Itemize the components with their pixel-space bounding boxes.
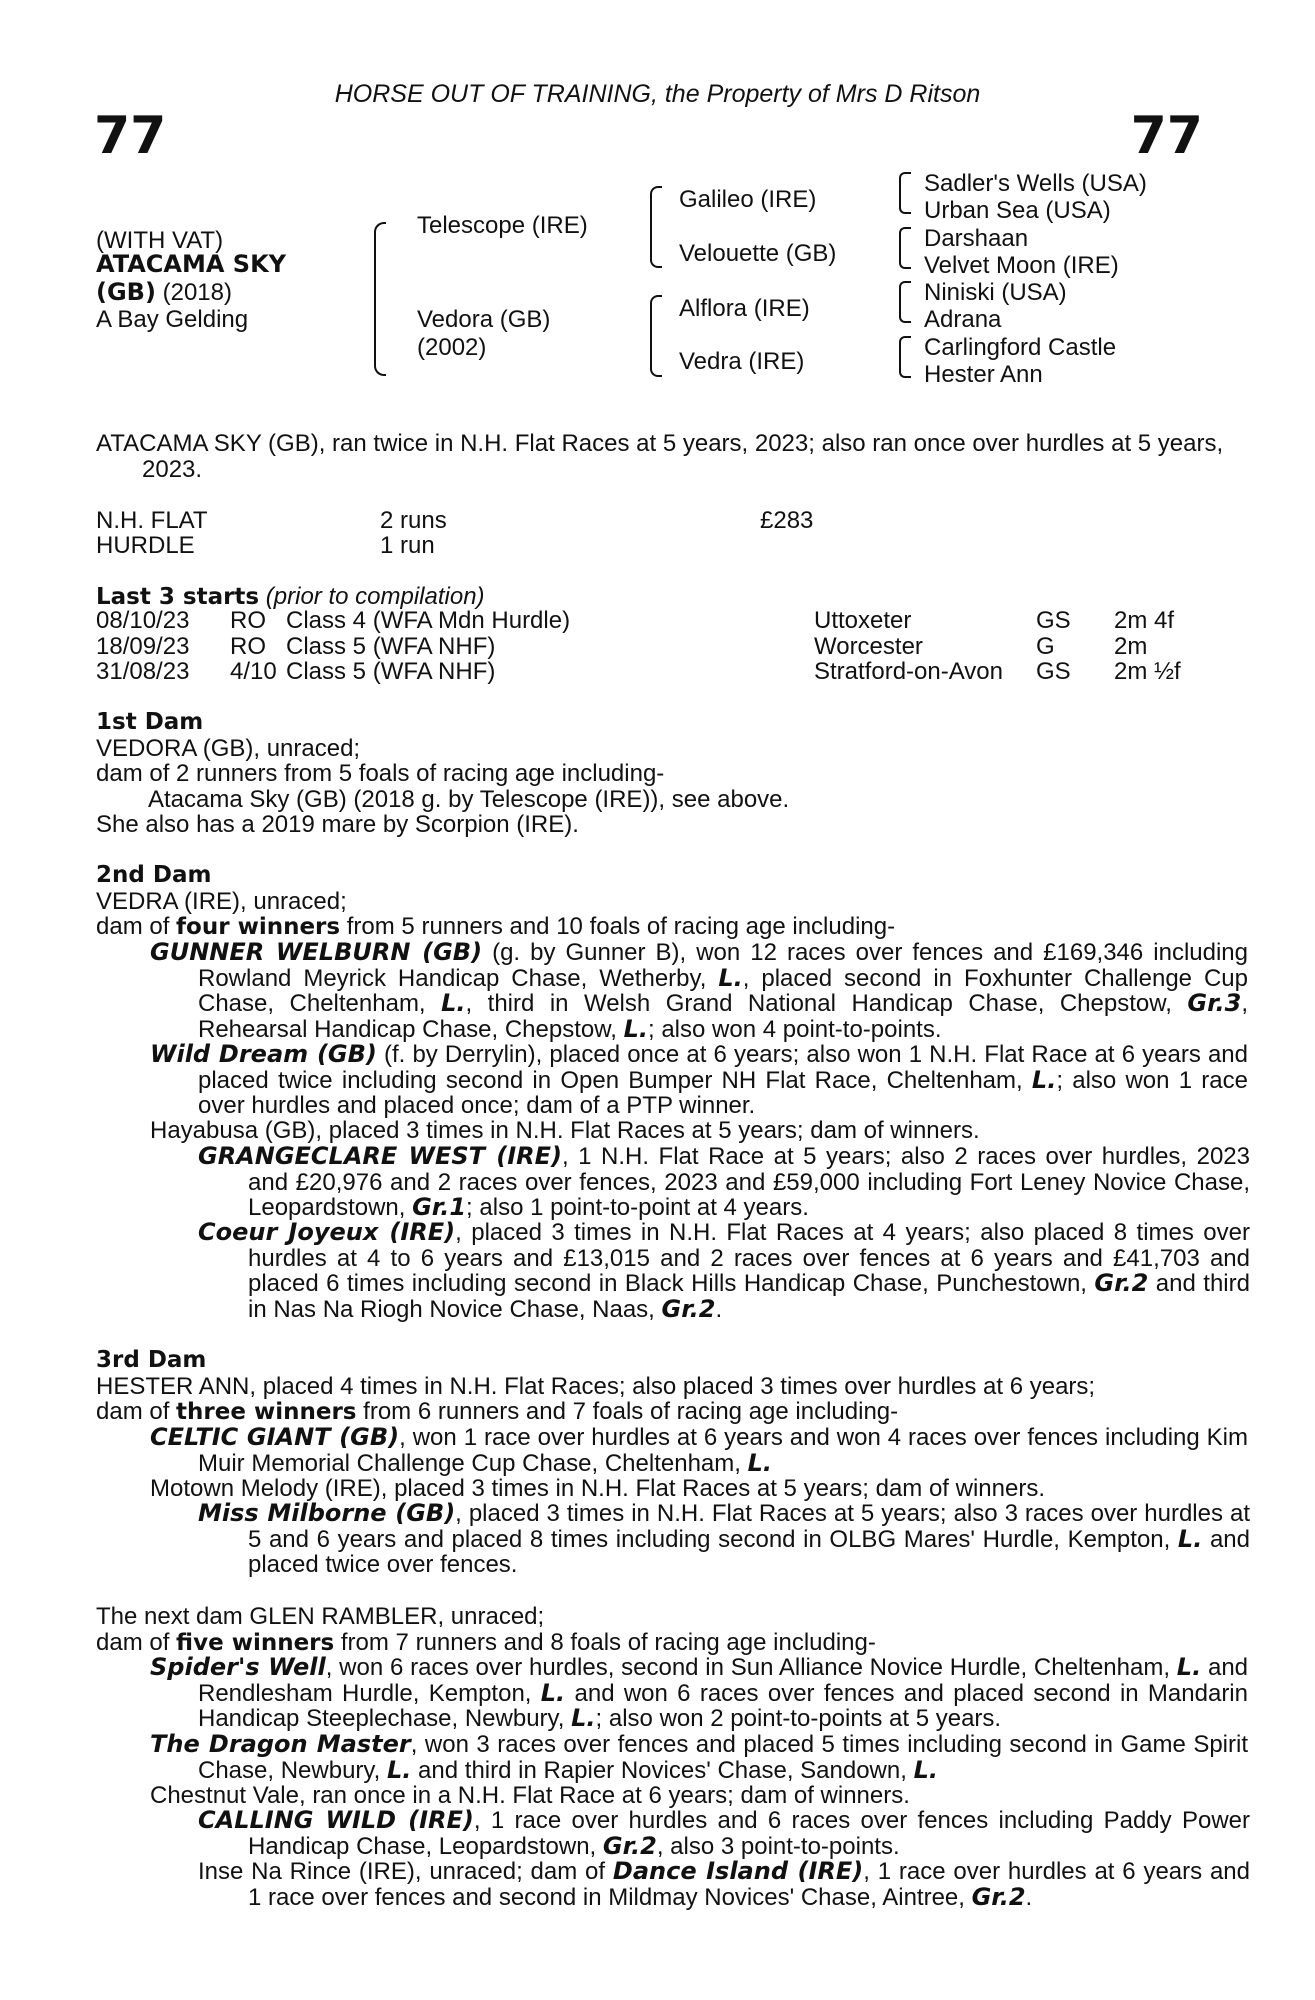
grade-gr2: Gr.2 [602,1831,657,1860]
grade-gr2: Gr.2 [1094,1269,1149,1297]
pedigree-g4-6: Adrana [924,306,1002,333]
start-going: GS [1036,607,1071,634]
start-race: Class 4 (WFA Mdn Hurdle) [286,607,571,634]
pedigree-sire: Telescope (IRE) [417,212,588,239]
third-dam-line [96,1399,1206,1426]
text: , also 3 point-to-points. [656,1832,900,1860]
pedigree-sire-dam: Velouette (GB) [679,240,837,267]
grade-listed: L. [386,1755,412,1784]
next-dam-line: The next dam GLEN RAMBLER, unraced; [96,1603,545,1630]
winners-count: four winners [176,914,341,940]
horse-country-year [96,279,232,306]
table-row [96,634,1181,660]
start-distance: 2m ½f [1114,658,1181,685]
grade-listed: L. [718,963,743,992]
text: and Rendlesham Hurdle, Kempton, [198,1654,1249,1707]
text: and third in Nas Na Riogh Novice Chase, Naas, [248,1270,1250,1323]
text: , won 6 races over hurdles, second in Sun Alliance Novice Hurdle, Cheltenham, [325,1654,1177,1681]
grade-listed: L. [571,1704,596,1732]
grade-listed: L. [1177,1524,1203,1553]
pedigree-dam: Vedora (GB) [417,306,551,333]
record-prize-flat: £283 [760,507,814,534]
runner-entry [198,1501,1250,1578]
start-date: 18/09/23 [96,632,190,660]
text: and placed twice over fences. [248,1525,1250,1578]
pedigree-brace-sire [650,186,662,268]
grade-listed: L. [747,1448,773,1477]
last-starts-table [96,608,1181,685]
second-dam-heading: 2nd Dam [96,862,212,888]
runner-entry [198,1220,1250,1322]
third-dam-line: HESTER ANN, placed 4 times in N.H. Flat Races; also placed 3 times over hurdles at 6 years; [96,1372,1096,1400]
grade-listed: L. [1031,1065,1057,1094]
text: , 1 race over hurdles at 6 years and 1 race over fences and second in Mildmay Novices' Chase, Aintree, [248,1858,1251,1911]
start-position: RO [230,632,266,660]
runner-name: GUNNER WELBURN (GB) [150,938,483,966]
horse-description: A Bay Gelding [96,306,249,333]
pedigree-brace-g4-1 [899,172,911,214]
runner-entry [198,1144,1250,1221]
text: , Rehearsal Handicap Chase, Chepstow, [198,990,1248,1043]
text: . [715,1295,723,1323]
third-dam-heading: 3rd Dam [96,1347,207,1373]
pedigree-g4-2: Urban Sea (USA) [924,197,1111,224]
text: , 1 race over hurdles and 6 races over fences including Paddy Power Handicap Chase, Leopardstown, [248,1807,1250,1860]
first-dam-section [96,710,1206,838]
runner-entry [150,1732,1248,1783]
third-dam-section [96,1348,1206,1426]
first-dam-line: Atacama Sky (GB) (2018 g. by Telescope (IRE)), see above. [148,785,790,813]
first-dam-line: VEDORA (GB), unraced; [96,734,361,762]
grade-gr2: Gr.2 [971,1882,1026,1911]
start-distance: 2m [1114,632,1148,660]
record-type-hurdle: HURDLE [96,532,195,559]
grade-listed: L. [913,1755,938,1784]
start-going: GS [1036,658,1071,685]
text: , placed 3 times in N.H. Flat Races at 5 years; also 3 races over hurdles at 5 and 6 years and placed 8 times including second in OLBG Mares' Hurdle, Kempton, [248,1500,1250,1553]
text: . [1025,1883,1033,1911]
winners-count: three winners [176,1399,357,1425]
start-going: G [1036,632,1055,660]
page-header-title: HORSE OUT OF TRAINING, the Property of Mrs D Ritson [334,80,981,108]
start-date: 31/08/23 [96,658,190,685]
text: dam of [96,1398,177,1425]
start-race: Class 5 (WFA NHF) [286,658,496,685]
start-course: Worcester [814,632,923,660]
last-starts-note: (prior to compilation) [265,583,485,610]
runner-entry: Motown Melody (IRE), placed 3 times in N.H. Flat Races at 5 years; dam of winners. [150,1475,1045,1502]
text: ; also won 2 point-to-points at 5 years. [595,1705,1002,1732]
text: from 7 runners and 8 foals of racing age including- [334,1628,876,1656]
pedigree-brace-gen1 [374,222,386,376]
runner-name: CELTIC GIANT (GB) [150,1423,400,1451]
pedigree-g4-8: Hester Ann [924,361,1043,388]
start-position: RO [230,607,266,634]
grade-listed: L. [1176,1653,1202,1681]
table-row [96,659,1181,685]
text: from 6 runners and 7 foals of racing age including- [356,1398,899,1425]
text: ; also won 4 point-to-points. [648,1015,942,1043]
pedigree-g4-1: Sadler's Wells (USA) [924,170,1147,197]
runner-name: Wild Dream (GB) [150,1040,377,1068]
text: , placed 3 times in N.H. Flat Races at 4 years; also placed 8 times over hurdles at 4 to 6 years and £13,015 and 2 races over fences at 6 years and £41,703 and placed 6 times including second in Black Hills Handicap Chase, Punchestown, [248,1219,1250,1297]
record-runs-hurdle: 1 run [380,532,435,559]
pedigree-brace-g4-2 [899,227,911,269]
record-type-flat: N.H. FLAT [96,507,208,534]
pedigree-brace-g4-3 [899,281,911,323]
pedigree-g4-7: Carlingford Castle [924,334,1117,361]
runner-name: The Dragon Master [150,1730,411,1758]
pedigree-sire-sire: Galileo (IRE) [679,186,817,213]
first-dam-line: dam of 2 runners from 5 foals of racing age including- [96,760,665,787]
grade-gr3: Gr.3 [1187,989,1242,1017]
last-starts-heading: Last 3 starts [96,584,260,610]
text: , 1 N.H. Flat Race at 5 years; also 2 races over hurdles, 2023 and £20,976 and 2 races over fences, 2023 and £59,000 including Fort Leney Novice Chase, Leopardstown, [248,1143,1250,1221]
second-dam-line [96,914,1206,941]
text: ; also 1 point-to-point at 4 years. [466,1194,809,1221]
pedigree-dam-sire: Alflora (IRE) [679,295,810,322]
text: dam of [96,1628,177,1656]
runner-entry [150,1042,1248,1119]
text: , placed second in Foxhunter Challenge Cup Chase, Cheltenham, [198,964,1248,1017]
second-dam-section [96,863,1206,941]
pedigree-g4-3: Darshaan [924,225,1029,252]
runner-entry [198,1808,1250,1859]
pedigree-brace-dam [650,295,662,377]
vat-label: (WITH VAT) [96,227,224,254]
lot-number-right: 77 [1130,106,1203,166]
text: (f. by Derrylin), placed once at 6 years; also won 1 N.H. Flat Race at 6 years and placed twice including second in Open Bumper NH Flat Race, Cheltenham, [198,1041,1248,1094]
text: , won 3 races over fences and placed 5 times including second in Game Spirit Chase, Newbury, [198,1731,1248,1784]
winners-count: five winners [176,1629,335,1656]
text: , won 1 race over hurdles at 6 years and won 4 races over fences including Kim Muir Memorial Challenge Cup Chase, Cheltenham, [198,1424,1248,1477]
start-position: 4/10 [230,658,277,685]
text: and third in Rapier Novices' Chase, Sandown, [411,1756,914,1784]
grade-gr2: Gr.2 [661,1294,716,1323]
pedigree-dam-dam: Vedra (IRE) [679,348,805,375]
start-date: 08/10/23 [96,607,190,634]
runner-name: CALLING WILD (IRE) [198,1806,474,1834]
runner-name: GRANGECLARE WEST (IRE) [198,1142,562,1170]
grade-listed: L. [623,1014,648,1043]
runner-entry [150,1655,1248,1732]
first-dam-line: She also has a 2019 mare by Scorpion (IRE). [96,811,579,838]
runner-name: Miss Milborne (GB) [198,1499,456,1527]
runner-entry: Chestnut Vale, ran once in a N.H. Flat Race at 6 years; dam of winners. [150,1782,910,1809]
pedigree-brace-g4-4 [899,336,911,378]
text: dam of [96,913,177,940]
lot-number-left: 77 [94,106,167,166]
runner-entry [198,1859,1250,1910]
text: from 5 runners and 10 foals of racing age including- [340,913,896,940]
first-dam-heading: 1st Dam [96,709,204,735]
horse-country: (GB) [96,278,156,306]
grade-listed: L. [441,989,466,1017]
second-dam-line: VEDRA (IRE), unraced; [96,887,347,915]
text: (g. by Gunner B), won 12 races over fences and £169,346 including Rowland Meyrick Handicap Chase, Wetherby, [198,939,1248,992]
start-course: Uttoxeter [814,607,912,634]
runner-name: Coeur Joyeux (IRE) [198,1218,456,1246]
table-row [96,608,1181,634]
runner-entry [150,1425,1248,1476]
runner-name: Dance Island (IRE) [612,1857,864,1885]
start-distance: 2m 4f [1114,607,1175,634]
runner-entry: Hayabusa (GB), placed 3 times in N.H. Flat Races at 5 years; dam of winners. [150,1117,980,1144]
horse-name: ATACAMA SKY [96,250,287,278]
text: and won 6 races over fences and placed second in Mandarin Handicap Steeplechase, Newbury, [198,1679,1248,1732]
start-course: Stratford-on-Avon [814,658,1003,685]
race-summary: ATACAMA SKY (GB), ran twice in N.H. Flat Races at 5 years, 2023; also ran once over hurdles at 5 years, 2023. [96,430,1224,483]
pedigree-g4-4: Velvet Moon (IRE) [924,252,1119,279]
grade-gr1: Gr.1 [412,1193,467,1221]
horse-year: (2018) [162,279,232,306]
runner-name: Spider's Well [150,1653,326,1681]
pedigree-g4-5: Niniski (USA) [924,279,1067,306]
pedigree-dam-year: (2002) [417,334,487,361]
text: Inse Na Rince (IRE), unraced; dam of [198,1858,613,1885]
text: ; also won 1 race over hurdles and placed once; dam of a PTP winner. [198,1066,1248,1119]
next-dam-section [96,1604,1206,1656]
start-race: Class 5 (WFA NHF) [286,632,496,660]
runner-entry [150,940,1248,1042]
grade-listed: L. [540,1678,566,1707]
text: , third in Welsh Grand National Handicap Chase, Chepstow, [465,990,1188,1017]
horse-name-line [96,251,286,278]
record-runs-flat: 2 runs [380,507,447,534]
